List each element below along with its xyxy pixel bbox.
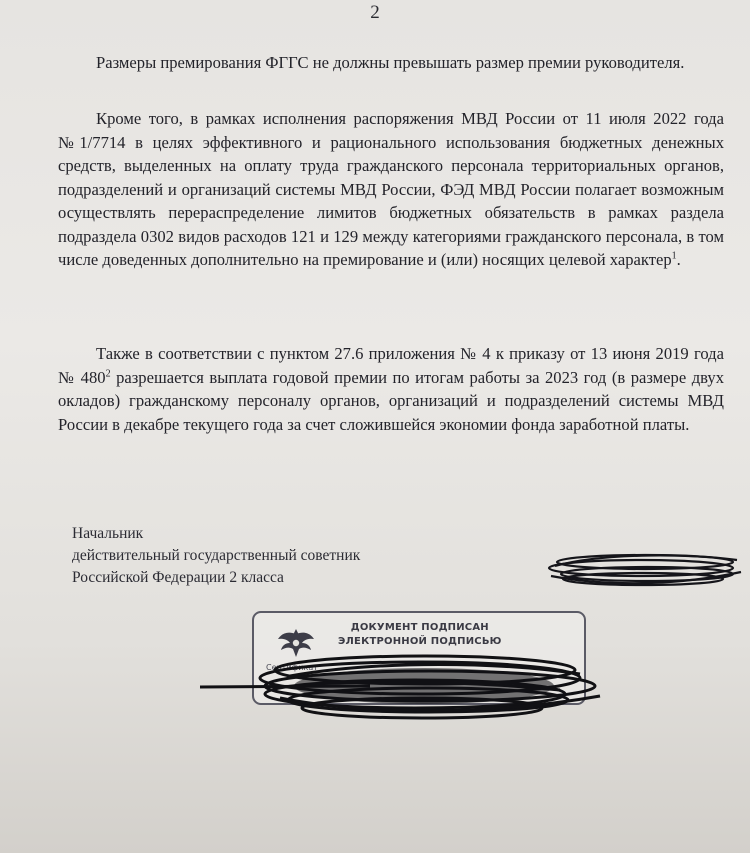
signatory-rank-class: Российской Федерации 2 класса [72, 569, 284, 586]
signatory-block [72, 523, 360, 589]
signatory-rank: действительный государственный советник [72, 547, 361, 564]
paragraph-2-text: Кроме того, в рамках исполнения распоряжения МВД России от 11 июля 2022 года №1/7714 в целях эффективного и рационального использования бюджетных денежных средств, выделенных на оплату труда гражданского персонала территориальных органов, подразделений и организаций системы МВД России, ФЭД МВД России полагает возможным осуществлять перераспределение лимитов бюджетных обязательств в рамках раздела подраздела 0302 видов расходов 121 и 129 между категориями гражданского персонала, в том числе доведенных дополнительно на премирование и (или) носящих целевой характер [58, 109, 724, 269]
paragraph-2-end: . [676, 250, 681, 269]
stamp-redaction-scribble [200, 640, 620, 728]
paragraph-3-tail: разрешается выплата годовой премии по итогам работы за 2023 год (в размере двух окладов) гражданскому персоналу органов, организаций и подразделений системы МВД России в декабре текущего года за счет сложившейся экономии фонда заработной платы. [58, 367, 725, 434]
footnote-mark-2: 2 [105, 367, 111, 379]
paragraph-budget-redistribution [58, 107, 724, 272]
paragraph-annual-bonus [58, 342, 724, 436]
paragraph-bonus-limit [58, 51, 724, 75]
page-number: 2 [370, 2, 380, 23]
paragraph-3-text: Также в соответствии с пунктом 27.6 приложения № 4 к приказу от 13 июня 2019 года № 480 [58, 344, 724, 387]
paragraph-1-text: Размеры премирования ФГГС не должны превышать размер премии руководителя. [96, 53, 685, 72]
footnote-mark-1: 1 [671, 250, 677, 262]
signatory-position: Начальник [72, 525, 144, 542]
stamp-title-line-2: ЭЛЕКТРОННОЙ ПОДПИСЬЮ [338, 636, 502, 647]
stamp-certificate-label: Сертификат [266, 663, 318, 672]
stamp-title-line-1: ДОКУМЕНТ ПОДПИСАН [350, 622, 489, 633]
signature-redaction-scribble [545, 548, 745, 594]
